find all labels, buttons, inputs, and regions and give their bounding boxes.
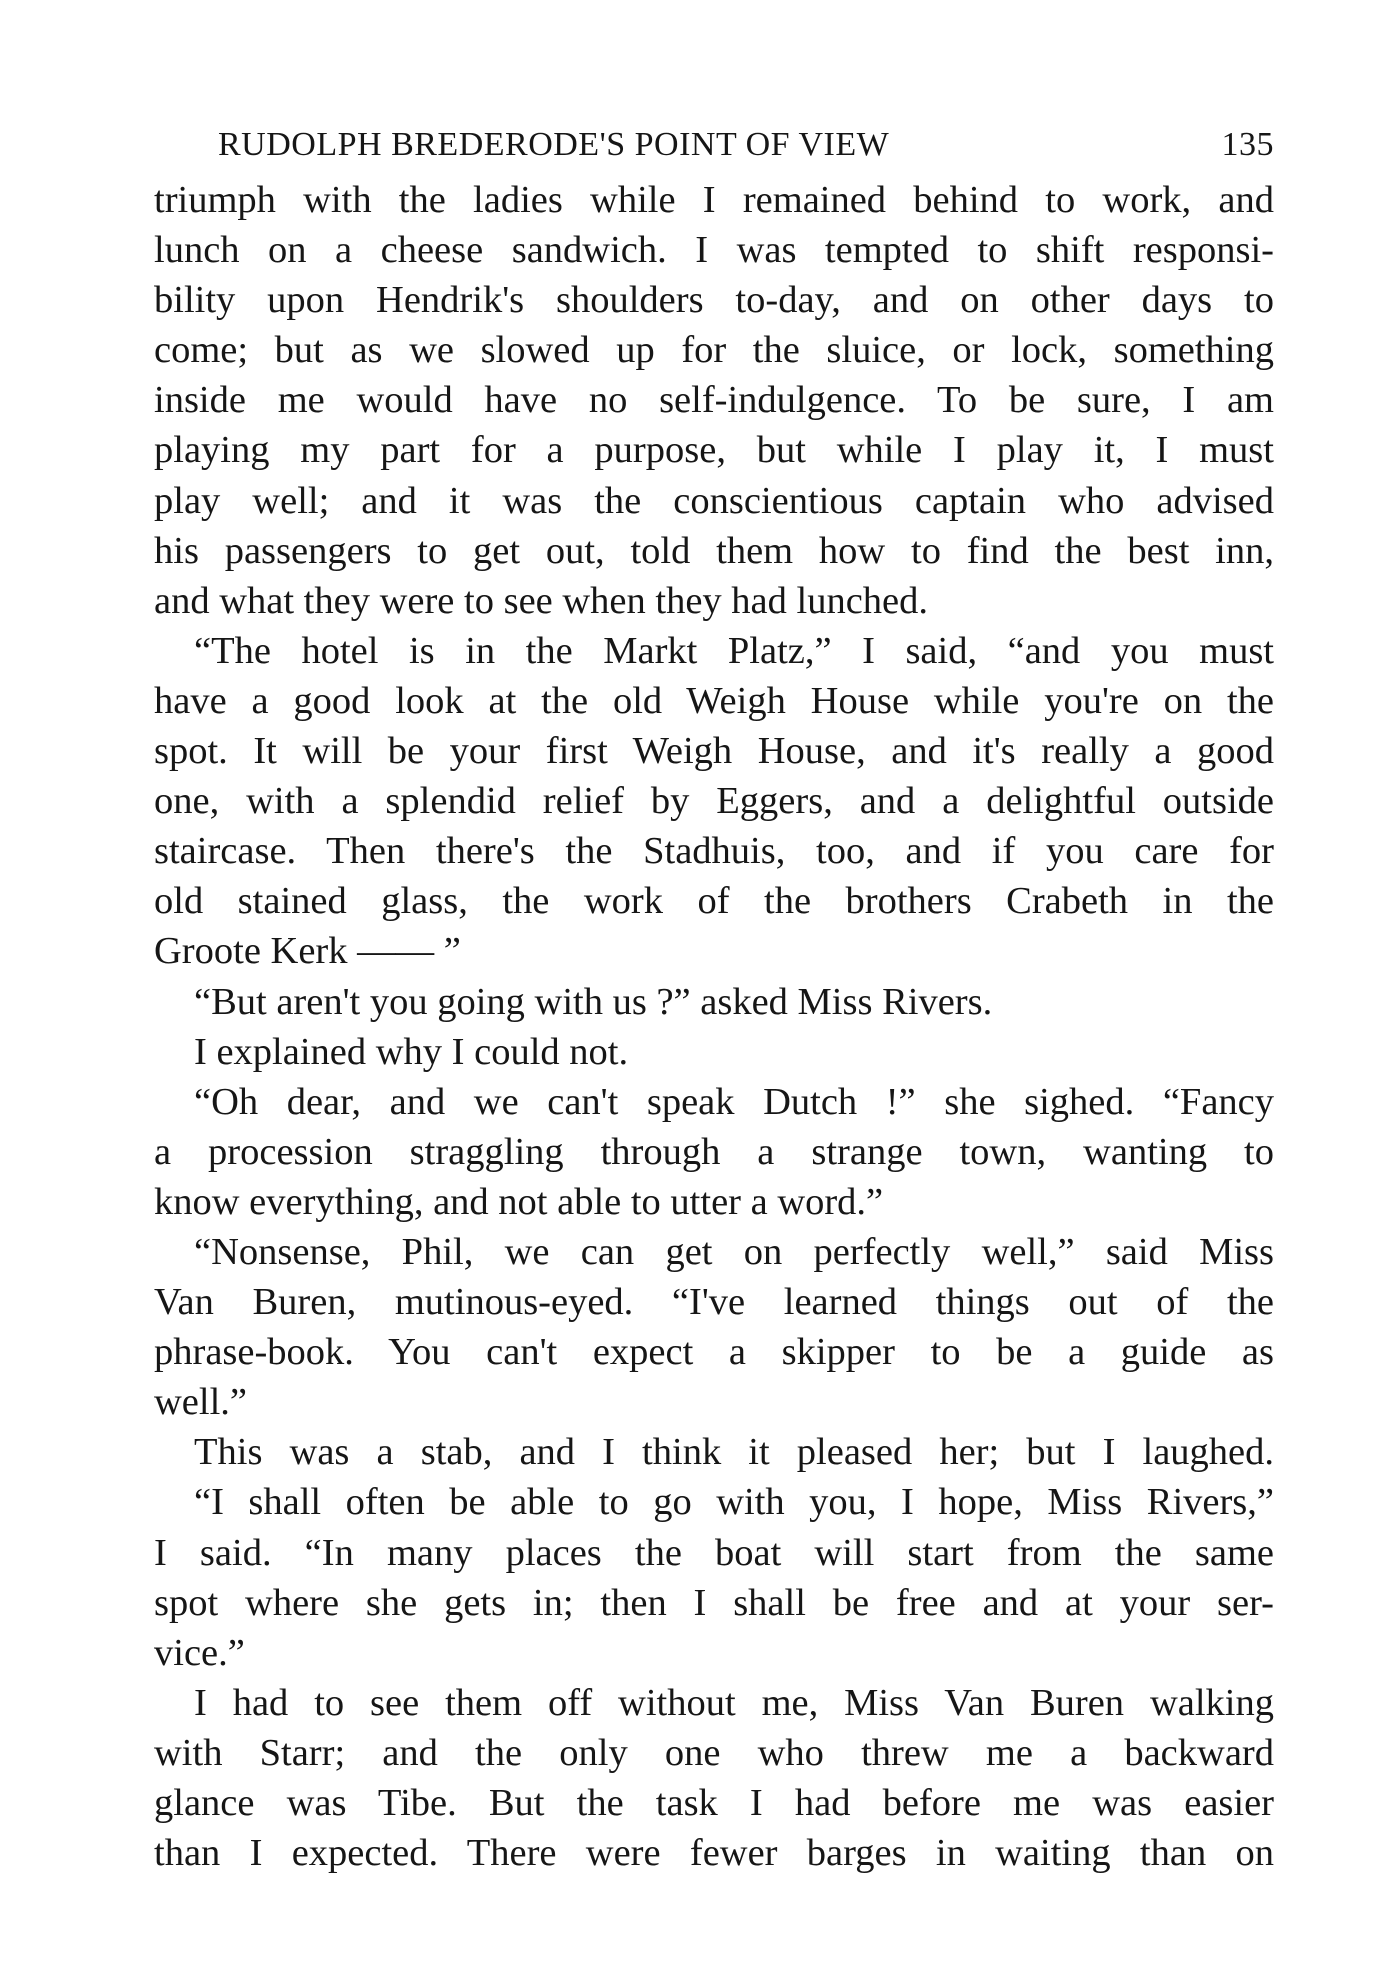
text-line: Van Buren, mutinous-eyed. “I've learned things out of the: [154, 1281, 1274, 1324]
text-line: “I shall often be able to go with you, I hope, Miss Rivers,”: [194, 1481, 1274, 1524]
text-line: “Oh dear, and we can't speak Dutch !” she sighed. “Fancy: [194, 1080, 1274, 1123]
text-line: “But aren't you going with us ?” asked Miss Rivers.: [194, 980, 993, 1023]
text-line: Groote Kerk —— ”: [154, 930, 461, 973]
text-line: his passengers to get out, told them how to find the best inn,: [154, 529, 1274, 572]
text-line: spot. It will be your first Weigh House, and it's really a good: [154, 730, 1274, 773]
text-line: play well; and it was the conscientious captain who advised: [154, 479, 1274, 522]
text-line: I had to see them off without me, Miss Van Buren walking: [194, 1681, 1274, 1724]
text-line: know everything, and not able to utter a word.”: [154, 1180, 884, 1223]
text-line: come; but as we slowed up for the sluice, or lock, something: [154, 329, 1274, 372]
running-title: RUDOLPH BREDERODE'S POINT OF VIEW: [218, 126, 890, 163]
text-line: glance was Tibe. But the task I had before me was easier: [154, 1782, 1274, 1824]
text-line: well.”: [154, 1381, 247, 1424]
page-number: 135: [1221, 126, 1274, 163]
text-line: I said. “In many places the boat will start from the same: [154, 1531, 1274, 1574]
body-text: [154, 175, 1274, 1878]
text-line: “Nonsense, Phil, we can get on perfectly well,” said Miss: [194, 1230, 1274, 1273]
text-line: have a good look at the old Weigh House while you're on the: [154, 679, 1274, 722]
text-line: I explained why I could not.: [194, 1030, 629, 1073]
text-line: playing my part for a purpose, but while I play it, I must: [154, 429, 1274, 472]
text-line: one, with a splendid relief by Eggers, and a delightful outside: [154, 780, 1274, 823]
text-line: old stained glass, the work of the brothers Crabeth in the: [154, 880, 1274, 923]
text-line: lunch on a cheese sandwich. I was tempted to shift responsi-: [154, 229, 1274, 272]
text-line: spot where she gets in; then I shall be free and at your ser-: [154, 1581, 1274, 1624]
text-line: vice.”: [154, 1631, 245, 1674]
text-line: with Starr; and the only one who threw me a backward: [154, 1731, 1274, 1774]
text-line: staircase. Then there's the Stadhuis, too, and if you care for: [154, 830, 1274, 873]
text-line: phrase-book. You can't expect a skipper to be a guide as: [154, 1331, 1274, 1374]
text-line: inside me would have no self-indulgence. To be sure, I am: [154, 379, 1274, 422]
text-line: and what they were to see when they had lunched.: [154, 579, 929, 622]
text-line: than I expected. There were fewer barges in waiting than on: [154, 1832, 1274, 1875]
running-header: [156, 120, 1274, 170]
text-line: “The hotel is in the Markt Platz,” I said, “and you must: [194, 629, 1274, 672]
text-line: a procession straggling through a strange town, wanting to: [154, 1130, 1274, 1173]
text-line: This was a stab, and I think it pleased her; but I laughed.: [194, 1431, 1274, 1474]
text-line: triumph with the ladies while I remained behind to work, and: [154, 179, 1274, 221]
text-line: bility upon Hendrik's shoulders to-day, and on other days to: [154, 279, 1274, 322]
